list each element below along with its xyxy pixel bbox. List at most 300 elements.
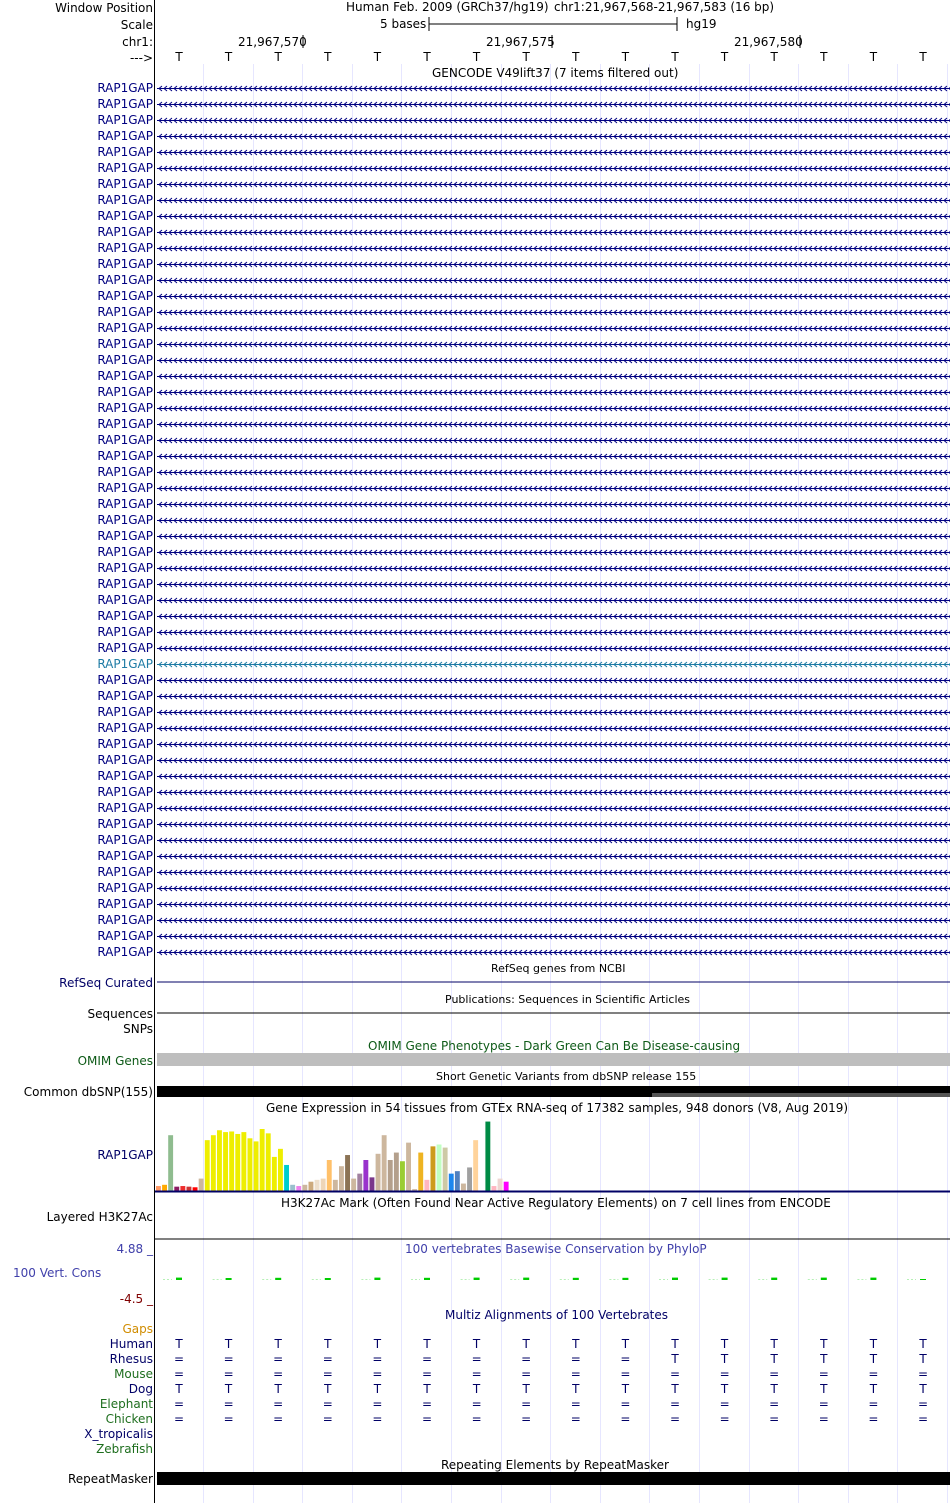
phylop-bar — [672, 1278, 678, 1280]
gencode-transcript-line — [157, 294, 950, 299]
aligned-base: = — [868, 1397, 879, 1411]
aligned-base: = — [223, 1412, 234, 1426]
aligned-base: = — [273, 1352, 284, 1366]
refseq-track-title[interactable]: RefSeq genes from NCBI — [491, 962, 626, 975]
multiz-track-title[interactable]: Multiz Alignments of 100 Vertebrates — [445, 1308, 669, 1322]
aligned-base: = — [521, 1412, 532, 1426]
gtex-tissue-bar — [363, 1160, 368, 1191]
gencode-transcript-line — [157, 486, 950, 491]
publications-track-title[interactable]: Publications: Sequences in Scientific Articles — [445, 993, 690, 1006]
phylop-bar — [424, 1278, 430, 1280]
gtex-tissue-bar — [193, 1187, 198, 1191]
aligned-base: = — [421, 1352, 433, 1366]
repeatmasker-track-title[interactable]: Repeating Elements by RepeatMasker — [441, 1458, 669, 1472]
h3k27ac-track-title[interactable]: H3K27Ac Mark (Often Found Near Active Regulatory Elements) on 7 cell lines from ENCODE — [281, 1196, 831, 1210]
gencode-transcript-line — [157, 934, 950, 939]
phylop-bar — [870, 1278, 876, 1280]
gtex-tissue-bar — [394, 1153, 399, 1191]
gtex-tissue-bar — [357, 1174, 362, 1191]
gencode-transcript-label[interactable]: RAP1GAP — [97, 449, 153, 463]
phylop-label[interactable]: 100 Vert. Cons — [13, 1266, 102, 1280]
gtex-tissue-bar — [431, 1146, 436, 1191]
aligned-base: = — [273, 1367, 284, 1381]
gtex-tissue-bar — [290, 1185, 295, 1191]
gencode-transcript-label[interactable]: RAP1GAP — [97, 865, 153, 879]
gencode-transcript-line — [157, 166, 950, 171]
omim-track-title[interactable]: OMIM Gene Phenotypes - Dark Green Can Be Disease-causing — [368, 1039, 741, 1053]
aligned-base: = — [570, 1352, 581, 1366]
gencode-transcript-label[interactable]: RAP1GAP — [97, 689, 153, 703]
aligned-base: = — [769, 1367, 780, 1381]
gencode-transcript-line — [157, 902, 950, 907]
gencode-transcript-line — [157, 358, 950, 363]
aligned-base: = — [570, 1397, 581, 1411]
gencode-transcript-label[interactable]: RAP1GAP — [97, 929, 153, 943]
gencode-transcript-label[interactable]: RAP1GAP — [97, 321, 153, 335]
gencode-transcript-line — [157, 726, 950, 731]
gencode-transcript-label[interactable]: RAP1GAP — [97, 513, 153, 527]
aligned-base: T — [522, 1337, 530, 1351]
gtex-label[interactable]: RAP1GAP — [97, 1148, 153, 1162]
aligned-base: T — [869, 1382, 878, 1396]
gtex-tissue-bar — [235, 1134, 240, 1191]
aligned-base: T — [671, 1382, 679, 1396]
aligned-base: T — [224, 1382, 233, 1396]
gencode-transcript-label[interactable]: RAP1GAP — [97, 241, 153, 255]
gtex-tissue-bar — [400, 1161, 405, 1191]
aligned-base: T — [820, 1382, 828, 1396]
gencode-transcript-line — [157, 774, 950, 779]
aligned-base: T — [671, 1337, 679, 1351]
gtex-tissue-bar — [272, 1157, 277, 1191]
gtex-tissue-bar — [492, 1186, 497, 1191]
phylop-bar — [226, 1278, 232, 1280]
aligned-base: = — [521, 1352, 532, 1366]
aligned-base: = — [570, 1412, 581, 1426]
gtex-tissue-bar — [260, 1129, 265, 1191]
scale-db: hg19 — [686, 17, 717, 31]
gencode-transcript-label[interactable]: RAP1GAP — [97, 945, 153, 959]
aligned-base: = — [322, 1352, 333, 1366]
aligned-base: T — [175, 1382, 183, 1396]
gencode-transcript-label[interactable]: RAP1GAP — [97, 273, 153, 287]
aligned-base: T — [572, 1337, 580, 1351]
sequence-base: T — [423, 50, 431, 64]
gencode-transcript-label[interactable]: RAP1GAP — [97, 129, 153, 143]
aligned-base: T — [720, 1382, 729, 1396]
aligned-base: = — [719, 1367, 730, 1381]
sequence-base: T — [572, 50, 580, 64]
aligned-base: = — [669, 1412, 681, 1426]
gencode-transcript-line — [157, 310, 950, 315]
scale-text: 5 bases — [380, 17, 427, 31]
phylop-track[interactable] — [155, 1248, 950, 1308]
gencode-transcript-line — [157, 662, 950, 667]
gencode-transcript-line — [157, 326, 950, 331]
omim-feature-bar[interactable] — [157, 1053, 950, 1066]
gencode-transcript-label[interactable]: RAP1GAP — [97, 737, 153, 751]
gencode-transcript-line — [157, 838, 950, 843]
phylop-bar — [622, 1278, 628, 1280]
species-label[interactable]: Elephant — [99, 1397, 153, 1411]
gencode-transcript-label[interactable]: RAP1GAP — [97, 193, 153, 207]
gtex-tissue-bar — [449, 1174, 454, 1191]
aligned-base: = — [372, 1397, 383, 1411]
scale-bar — [428, 17, 680, 33]
phylop-bar — [821, 1278, 827, 1280]
aligned-base: = — [868, 1367, 879, 1381]
sequence-base: T — [720, 50, 729, 64]
gencode-transcript-label[interactable]: RAP1GAP — [97, 113, 153, 127]
sequence-base: T — [324, 50, 332, 64]
aligned-base: T — [820, 1337, 828, 1351]
gtex-tissue-bar — [333, 1180, 338, 1191]
gencode-transcript-line — [157, 470, 950, 475]
gtex-tissue-bar — [248, 1138, 253, 1191]
gtex-tissue-bar — [254, 1141, 259, 1191]
gencode-transcript-label[interactable]: RAP1GAP — [97, 289, 153, 303]
repeatmasker-feature-bar[interactable] — [157, 1472, 950, 1485]
gencode-transcript-label[interactable]: RAP1GAP — [97, 145, 153, 159]
aligned-base: T — [869, 1337, 878, 1351]
aligned-base: T — [274, 1337, 282, 1351]
gencode-transcript-line — [157, 150, 950, 155]
gtex-tissue-bar — [418, 1153, 423, 1191]
gtex-tissue-bar — [473, 1140, 478, 1191]
gtex-tissue-bar — [345, 1155, 350, 1191]
aligned-base: = — [471, 1352, 482, 1366]
phylop-bar — [771, 1278, 777, 1280]
aligned-base: = — [173, 1397, 185, 1411]
h3k27ac-baseline — [155, 1238, 950, 1241]
gencode-transcript-line — [157, 534, 950, 539]
publications-label[interactable]: Sequences — [87, 1007, 153, 1021]
gencode-transcript-line — [157, 374, 950, 379]
aligned-base: = — [471, 1412, 482, 1426]
gencode-transcript-line — [157, 806, 950, 811]
aligned-base: T — [869, 1352, 878, 1366]
species-label[interactable]: Human — [109, 1337, 153, 1351]
gencode-transcript-label[interactable]: RAP1GAP — [97, 625, 153, 639]
aligned-base: T — [373, 1382, 382, 1396]
gtex-tissue-bar — [156, 1186, 161, 1191]
gencode-transcript-line — [157, 550, 950, 555]
aligned-base: = — [223, 1397, 234, 1411]
gtex-tissue-bar — [443, 1148, 448, 1191]
aligned-base: = — [471, 1397, 482, 1411]
aligned-base: = — [372, 1367, 383, 1381]
aligned-base: = — [818, 1367, 829, 1381]
dbsnp-label[interactable]: Common dbSNP(155) — [23, 1085, 153, 1099]
gencode-transcript-label[interactable]: RAP1GAP — [97, 353, 153, 367]
h3k27ac-label[interactable]: Layered H3K27Ac — [46, 1210, 153, 1224]
gtex-tissue-bar — [217, 1130, 222, 1191]
publications-feature-line[interactable] — [155, 1006, 950, 1020]
scale-label: Scale — [120, 18, 153, 32]
gencode-transcript-label[interactable]: RAP1GAP — [97, 481, 153, 495]
gtex-tissue-bar — [241, 1132, 246, 1191]
gencode-transcript-label[interactable]: RAP1GAP — [97, 593, 153, 607]
gencode-transcript-label[interactable]: RAP1GAP — [97, 81, 153, 95]
gencode-transcript-line — [157, 742, 950, 747]
gencode-track-title[interactable]: GENCODE V49lift37 (7 items filtered out) — [432, 66, 679, 80]
gencode-transcript-line — [157, 694, 950, 699]
gencode-transcript-label[interactable]: RAP1GAP — [97, 177, 153, 191]
gtex-tissue-bar — [199, 1179, 204, 1191]
aligned-base: = — [570, 1367, 581, 1381]
gencode-transcript-line — [157, 598, 950, 603]
gencode-transcript-label[interactable]: RAP1GAP — [97, 913, 153, 927]
aligned-base: = — [223, 1367, 234, 1381]
aligned-base: = — [868, 1412, 879, 1426]
sequence-base: T — [274, 50, 282, 64]
phylop-bar — [474, 1278, 480, 1280]
gencode-transcript-label[interactable]: RAP1GAP — [97, 305, 153, 319]
gtex-tissue-bar — [455, 1171, 460, 1191]
gencode-transcript-line — [157, 854, 950, 859]
gencode-transcript-label[interactable]: RAP1GAP — [97, 817, 153, 831]
aligned-base: = — [917, 1367, 929, 1381]
gencode-transcript-line — [157, 822, 950, 827]
gtex-tissue-bar — [327, 1160, 332, 1191]
label-separator — [154, 0, 155, 1503]
gencode-transcript-label[interactable]: RAP1GAP — [97, 609, 153, 623]
gencode-transcript-line — [157, 454, 950, 459]
gtex-tissue-bar — [211, 1135, 216, 1191]
gencode-transcript-label[interactable]: RAP1GAP — [97, 753, 153, 767]
phylop-bar — [722, 1278, 728, 1280]
gencode-transcript-line — [157, 278, 950, 283]
gtex-tissue-bar — [278, 1149, 283, 1191]
aligned-base: = — [322, 1412, 333, 1426]
gtex-tissue-bar — [467, 1167, 472, 1191]
gencode-transcript-line — [157, 646, 950, 651]
gencode-transcript-line — [157, 342, 950, 347]
gencode-transcript-line — [157, 102, 950, 107]
gtex-tissue-bar — [370, 1177, 375, 1191]
multiz-gaps-label[interactable]: Gaps — [122, 1322, 153, 1336]
aligned-base: T — [820, 1352, 828, 1366]
gencode-transcript-label[interactable]: RAP1GAP — [97, 337, 153, 351]
gencode-transcript-label[interactable]: RAP1GAP — [97, 209, 153, 223]
aligned-base: = — [719, 1412, 730, 1426]
phylop-bar — [275, 1278, 281, 1280]
aligned-base: T — [671, 1352, 679, 1366]
aligned-base: = — [769, 1397, 780, 1411]
aligned-base: = — [719, 1397, 730, 1411]
gencode-transcript-label[interactable]: RAP1GAP — [97, 577, 153, 591]
gencode-transcript-label[interactable]: RAP1GAP — [97, 97, 153, 111]
gencode-transcript-label[interactable]: RAP1GAP — [97, 705, 153, 719]
gtex-tissue-bar — [461, 1184, 466, 1191]
gencode-transcript-label[interactable]: RAP1GAP — [97, 657, 153, 671]
gencode-transcript-label[interactable]: RAP1GAP — [97, 673, 153, 687]
species-label[interactable]: Mouse — [114, 1367, 153, 1381]
sequence-base: T — [175, 50, 183, 64]
gencode-transcript-line — [157, 886, 950, 891]
aligned-base: = — [521, 1367, 532, 1381]
tick-label-2: 21,967,575 — [486, 35, 555, 49]
aligned-base: = — [421, 1367, 433, 1381]
gencode-transcript-label[interactable]: RAP1GAP — [97, 433, 153, 447]
species-label[interactable]: Chicken — [105, 1412, 153, 1426]
aligned-base: T — [919, 1352, 927, 1366]
aligned-base: = — [620, 1412, 631, 1426]
sequence-base: T — [869, 50, 878, 64]
aligned-base: T — [919, 1382, 927, 1396]
gencode-transcript-label[interactable]: RAP1GAP — [97, 225, 153, 239]
gencode-transcript-label[interactable]: RAP1GAP — [97, 801, 153, 815]
gencode-transcript-label[interactable]: RAP1GAP — [97, 897, 153, 911]
aligned-base: = — [917, 1412, 929, 1426]
gencode-transcript-label[interactable]: RAP1GAP — [97, 721, 153, 735]
refseq-feature-line[interactable] — [155, 975, 950, 989]
gencode-transcript-line — [157, 518, 950, 523]
gencode-transcript-line — [157, 246, 950, 251]
sequence-base: T — [373, 50, 382, 64]
aligned-base: T — [175, 1337, 183, 1351]
aligned-base: = — [421, 1412, 433, 1426]
gencode-transcript-label[interactable]: RAP1GAP — [97, 417, 153, 431]
species-label[interactable]: Dog — [128, 1382, 153, 1396]
tick-label-3: 21,967,580 — [734, 35, 803, 49]
omim-label[interactable]: OMIM Genes — [77, 1054, 153, 1068]
tick-label-1: 21,967,570 — [238, 35, 307, 49]
gtex-tissue-bar — [351, 1179, 356, 1191]
aligned-base: T — [770, 1352, 778, 1366]
snps-label[interactable]: SNPs — [123, 1022, 153, 1036]
aligned-base: T — [522, 1382, 530, 1396]
gtex-tissue-bar — [504, 1182, 509, 1191]
gencode-transcript-line — [157, 406, 950, 411]
gtex-tissue-bar — [266, 1133, 271, 1191]
gencode-transcript-line — [157, 390, 950, 395]
sequence-base: T — [224, 50, 233, 64]
aligned-base: T — [373, 1337, 382, 1351]
gtex-tissue-bar — [498, 1179, 503, 1191]
gtex-tissue-bar — [339, 1166, 344, 1191]
aligned-base: = — [173, 1352, 185, 1366]
gencode-track[interactable] — [155, 80, 950, 960]
gencode-transcript-line — [157, 230, 950, 235]
gtex-tissue-bar — [223, 1132, 228, 1191]
repeatmasker-label[interactable]: RepeatMasker — [67, 1472, 153, 1486]
gencode-transcript-label[interactable]: RAP1GAP — [97, 385, 153, 399]
gencode-transcript-line — [157, 790, 950, 795]
species-label[interactable]: X_tropicalis — [84, 1427, 153, 1441]
aligned-base: = — [273, 1397, 284, 1411]
gtex-tissue-bar — [424, 1180, 429, 1191]
phylop-track-title[interactable]: 100 vertebrates Basewise Conservation by PhyloP — [405, 1242, 707, 1256]
gencode-transcript-line — [157, 614, 950, 619]
gtex-bar-chart[interactable] — [155, 1113, 950, 1193]
phylop-bar — [523, 1278, 529, 1280]
aligned-base: = — [620, 1352, 631, 1366]
gencode-transcript-label[interactable]: RAP1GAP — [97, 465, 153, 479]
gencode-transcript-label[interactable]: RAP1GAP — [97, 561, 153, 575]
aligned-base: = — [322, 1367, 333, 1381]
gtex-tissue-bar — [406, 1143, 411, 1191]
phylop-bar — [325, 1278, 331, 1280]
gtex-tissue-bar — [296, 1186, 301, 1191]
gtex-tissue-bar — [162, 1185, 167, 1191]
phylop-bar — [573, 1278, 579, 1280]
gencode-transcript-line — [157, 262, 950, 267]
sequence-base: T — [820, 50, 828, 64]
aligned-base: T — [324, 1382, 332, 1396]
gencode-transcript-label[interactable]: RAP1GAP — [97, 881, 153, 895]
gencode-transcript-label[interactable]: RAP1GAP — [97, 641, 153, 655]
aligned-base: = — [173, 1412, 185, 1426]
gencode-transcript-line — [157, 566, 950, 571]
strand-label: ---> — [129, 51, 153, 65]
aligned-base: T — [720, 1337, 729, 1351]
aligned-base: T — [324, 1337, 332, 1351]
gencode-transcript-line — [157, 502, 950, 507]
phylop-min-label: -4.5 _ — [119, 1292, 153, 1306]
gencode-transcript-label[interactable]: RAP1GAP — [97, 769, 153, 783]
gencode-transcript-label[interactable]: RAP1GAP — [97, 545, 153, 559]
chrom-label: chr1: — [122, 35, 153, 49]
aligned-base: T — [274, 1382, 282, 1396]
phylop-bar — [374, 1278, 380, 1280]
dbsnp-feature-bar[interactable] — [157, 1086, 652, 1097]
gencode-transcript-label[interactable]: RAP1GAP — [97, 257, 153, 271]
aligned-base: = — [421, 1397, 433, 1411]
gtex-track-title[interactable]: Gene Expression in 54 tissues from GTEx RNA-seq of 17382 samples, 948 donors (V8, Aug 2019) — [266, 1101, 849, 1115]
window-position-text: chr1:21,967,568-21,967,583 (16 bp) — [554, 0, 775, 14]
sequence-base: T — [770, 50, 778, 64]
gencode-transcript-label[interactable]: RAP1GAP — [97, 849, 153, 863]
aligned-base: T — [621, 1337, 630, 1351]
gtex-tissue-bar — [309, 1182, 314, 1191]
aligned-base: T — [423, 1382, 431, 1396]
gencode-transcript-label[interactable]: RAP1GAP — [97, 369, 153, 383]
aligned-base: = — [620, 1367, 631, 1381]
dbsnp-feature-bar[interactable] — [652, 1093, 950, 1097]
phylop-max-label: 4.88 _ — [116, 1242, 153, 1256]
gencode-transcript-label[interactable]: RAP1GAP — [97, 785, 153, 799]
aligned-base: = — [273, 1412, 284, 1426]
aligned-base: T — [720, 1352, 729, 1366]
species-label[interactable]: Zebrafish — [96, 1442, 153, 1456]
aligned-base: = — [173, 1367, 185, 1381]
gencode-transcript-line — [157, 198, 950, 203]
gencode-transcript-label[interactable]: RAP1GAP — [97, 401, 153, 415]
gtex-tissue-bar — [302, 1185, 307, 1191]
gtex-tissue-bar — [437, 1145, 442, 1192]
aligned-base: T — [621, 1382, 630, 1396]
aligned-base: = — [917, 1397, 929, 1411]
species-label[interactable]: Rhesus — [109, 1352, 153, 1366]
gtex-tissue-bar — [485, 1122, 490, 1191]
gencode-transcript-label[interactable]: RAP1GAP — [97, 161, 153, 175]
gencode-transcript-label[interactable]: RAP1GAP — [97, 529, 153, 543]
gencode-transcript-label[interactable]: RAP1GAP — [97, 833, 153, 847]
dbsnp-track-title[interactable]: Short Genetic Variants from dbSNP release 155 — [436, 1070, 697, 1083]
aligned-base: = — [372, 1352, 383, 1366]
gtex-tissue-bar — [229, 1131, 234, 1191]
assembly-name: Human Feb. 2009 (GRCh37/hg19) — [346, 0, 549, 14]
gencode-transcript-line — [157, 758, 950, 763]
refseq-label[interactable]: RefSeq Curated — [59, 976, 153, 990]
gencode-transcript-label[interactable]: RAP1GAP — [97, 497, 153, 511]
gencode-transcript-line — [157, 630, 950, 635]
gencode-transcript-line — [157, 422, 950, 427]
gtex-tissue-bar — [388, 1160, 393, 1191]
aligned-base: T — [224, 1337, 233, 1351]
gencode-transcript-line — [157, 86, 950, 91]
